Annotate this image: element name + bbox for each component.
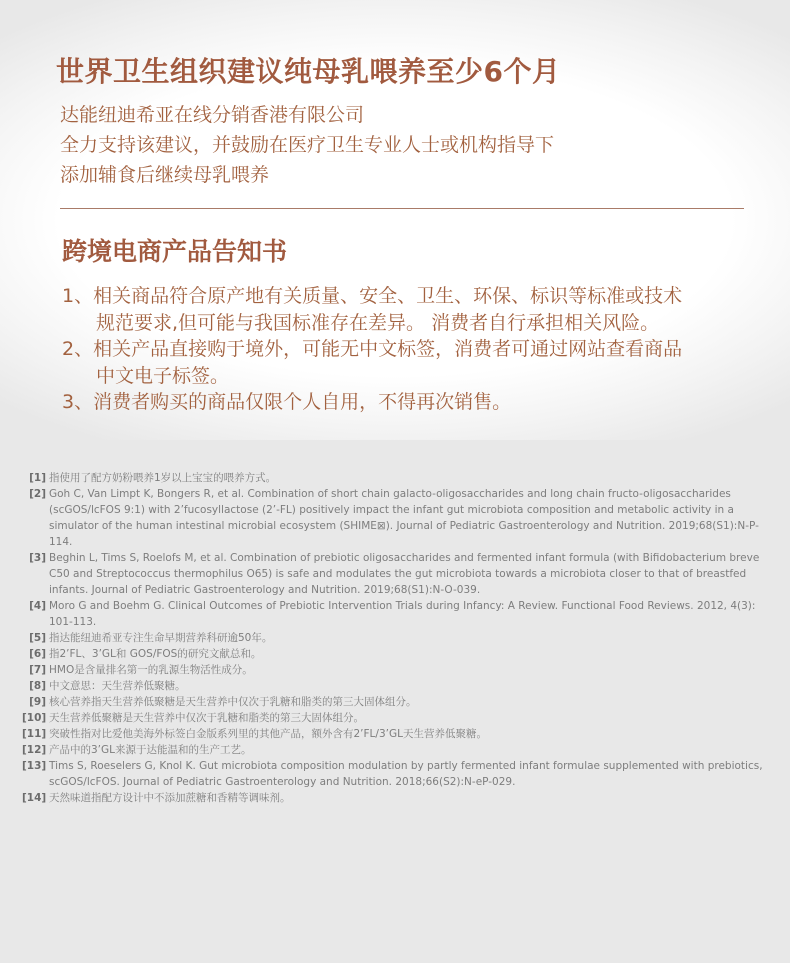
reference-number: [2] <box>29 488 46 500</box>
reference-item <box>22 694 764 710</box>
reference-text: 突破性指对比爱他美海外标签白金版系列里的其他产品，额外含有2’FL/3’GL天生营养低聚糖。 <box>49 728 487 740</box>
reference-item <box>22 710 764 726</box>
reference-item <box>22 486 764 550</box>
notice-item <box>62 336 752 389</box>
reference-item <box>22 790 764 806</box>
notice-item-text: 相关商品符合原产地有关质量、安全、卫生、环保、标识等标准或技术 <box>93 285 683 307</box>
reference-item <box>22 598 764 630</box>
reference-number: [7] <box>29 664 46 676</box>
intro-line: 达能纽迪希亚在线分销香港有限公司 <box>60 104 365 126</box>
notice-list <box>62 283 752 416</box>
reference-number: [8] <box>29 680 46 692</box>
notice-item-text-continued: 中文电子标签。 <box>96 364 230 387</box>
reference-text: 中文意思：天生营养低聚糖。 <box>49 680 186 692</box>
notice-item <box>62 389 752 416</box>
reference-number: [5] <box>29 632 46 644</box>
notice-item <box>62 283 752 336</box>
reference-number: [6] <box>29 648 46 660</box>
reference-number: [12] <box>22 744 47 756</box>
reference-item <box>22 630 764 646</box>
reference-text: 天生营养低聚糖是天生营养中仅次于乳糖和脂类的第三大固体组分。 <box>49 712 364 724</box>
notice-item-text: 消费者购买的商品仅限个人自用，不得再次销售。 <box>93 391 512 413</box>
reference-number: [11] <box>22 728 47 740</box>
reference-number: [14] <box>22 792 47 804</box>
notice-item-number: 1、 <box>62 285 94 307</box>
reference-item <box>22 550 764 598</box>
reference-item <box>22 726 764 742</box>
notice-item-text: 相关产品直接购于境外，可能无中文标签，消费者可通过网站查看商品 <box>93 338 683 360</box>
reference-text: 指达能纽迪希亚专注生命早期营养科研逾50年。 <box>49 632 273 644</box>
intro-text <box>60 100 740 190</box>
reference-number: [1] <box>29 472 46 484</box>
intro-line: 全力支持该建议，并鼓励在医疗卫生专业人士或机构指导下 <box>60 134 555 156</box>
reference-number: [4] <box>29 600 46 612</box>
reference-text: Goh C, Van Limpt K, Bongers R, et al. Combination of short chain galacto-oligosaccharides and long chain fructo-oligosaccharides (scGOS/lcFOS 9:1) with 2’fucosyllactose (2’-FL) positively impact the infant gut microbiota composition and metabolic activity in a simulator of the human intestinal microbial ecosystem (SHIME⊠). Journal of Pediatric Gastroenterology and Nutrition. 2019;68(S1):N-P-114. <box>49 488 759 548</box>
reference-text: HMO是含量排名第一的乳源生物活性成分。 <box>49 664 253 676</box>
reference-item <box>22 742 764 758</box>
reference-number: [3] <box>29 552 46 564</box>
intro-line: 添加辅食后继续母乳喂养 <box>60 164 270 186</box>
notice-item-text-continued: 规范要求,但可能与我国标准存在差异。 消费者自行承担相关风险。 <box>96 311 660 334</box>
notice-item-number: 2、 <box>62 338 94 360</box>
notice-title: 跨境电商产品告知书 <box>62 237 288 266</box>
reference-item <box>22 646 764 662</box>
reference-number: [9] <box>29 696 46 708</box>
references-list <box>22 470 764 806</box>
reference-text: 指2’FL、3’GL和 GOS/FOS的研究文献总和。 <box>49 648 262 660</box>
reference-number: [13] <box>22 760 47 772</box>
notice-item-number: 3、 <box>62 391 94 413</box>
page-title: 世界卫生组织建议纯母乳喂养至少6个月 <box>56 55 561 88</box>
reference-number: [10] <box>22 712 47 724</box>
reference-text: Beghin L, Tims S, Roelofs M, et al. Combination of prebiotic oligosaccharides and fermented infant formula (with Bifidobacterium breve C50 and Streptococcus thermophilus O65) is safe and modulates the gut microbiota towards a microbiota closer to that of breastfed infants. Journal of Pediatric Gastroenterology and Nutrition. 2019;68(S1):N-O-039. <box>49 552 760 596</box>
reference-text: 核心营养指天生营养低聚糖是天生营养中仅次于乳糖和脂类的第三大固体组分。 <box>49 696 417 708</box>
reference-item <box>22 662 764 678</box>
reference-text: 指使用了配方奶粉喂养1岁以上宝宝的喂养方式。 <box>49 472 277 484</box>
reference-item <box>22 758 764 790</box>
reference-item <box>22 470 764 486</box>
reference-item <box>22 678 764 694</box>
reference-text: Tims S, Roeselers G, Knol K. Gut microbiota composition modulation by partly fermented infant formulae supplemented with prebiotics, scGOS/lcFOS. Journal of Pediatric Gastroenterology and Nutrition. 2018;66(S2):N-eP-029. <box>49 760 763 788</box>
reference-text: 天然味道指配方设计中不添加蔗糖和香精等调味剂。 <box>49 792 291 804</box>
reference-text: 产品中的3’GL来源于达能温和的生产工艺。 <box>49 744 252 756</box>
reference-text: Moro G and Boehm G. Clinical Outcomes of Prebiotic Intervention Trials during Infancy: A Review. Functional Food Reviews. 2012, 4(3): 101-113. <box>49 600 756 628</box>
section-divider <box>60 208 744 209</box>
